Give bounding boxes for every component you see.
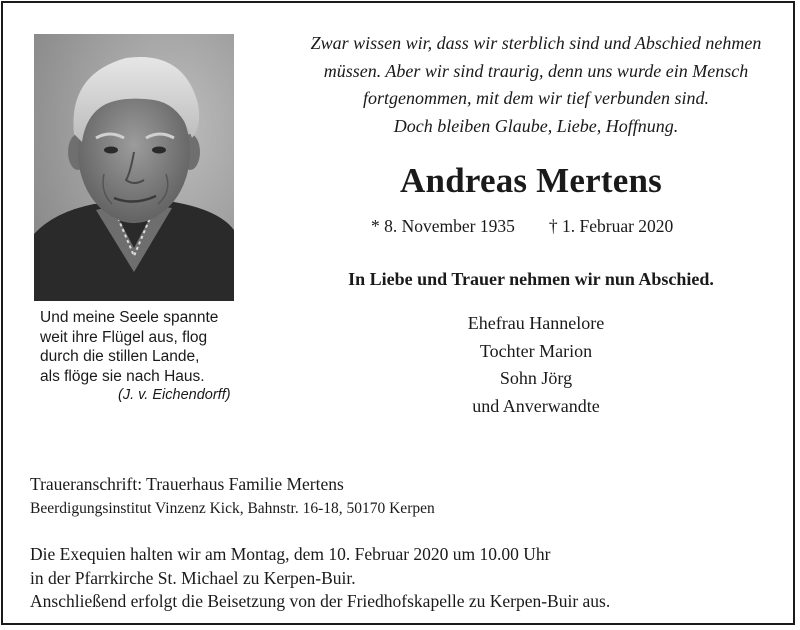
verse-quote [271, 30, 800, 140]
poem-line: weit ihre Flügel aus, flog [40, 328, 208, 346]
verse-line: Zwar wissen wir, dass wir sterblich sind und Abschied nehmen [310, 33, 762, 53]
obituary-notice [1, 1, 795, 625]
service-line: Die Exequien halten wir am Montag, dem 10. Februar 2020 um 10.00 Uhr [30, 544, 551, 564]
verse-line: fortgenommen, mit dem wir tief verbunden sind. [363, 88, 709, 108]
mourner: Tochter Marion [479, 340, 593, 361]
death-date: † 1. Februar 2020 [548, 216, 674, 236]
mourner: Sohn Jörg [499, 368, 573, 388]
farewell-heading: In Liebe und Trauer nehmen wir nun Abschied. [348, 269, 714, 289]
verse-line: müssen. Aber wir sind traurig, denn uns wurde ein Mensch [323, 60, 749, 81]
service-line: in der Pfarrkirche St. Michael zu Kerpen-Buir. [30, 567, 356, 588]
service-details [30, 543, 610, 614]
poem-author: (J. v. Eichendorff) [118, 387, 231, 403]
verse-line: Doch bleiben Glaube, Liebe, Hoffnung. [393, 115, 679, 136]
portrait-photo [34, 34, 234, 301]
life-dates [371, 216, 673, 237]
mourning-address: Traueranschrift: Trauerhaus Familie Mertens [30, 474, 344, 494]
mourner: Ehefrau Hannelore [467, 313, 605, 333]
poem-line: als flöge sie nach Haus. [40, 367, 205, 385]
birth-date: * 8. November 1935 [371, 216, 515, 236]
funeral-home: Beerdigungsinstitut Vinzenz Kick, Bahnstr. 16-18, 50170 Kerpen [30, 500, 435, 517]
poem-line: Und meine Seele spannte [40, 309, 219, 326]
mourner: und Anverwandte [472, 395, 600, 416]
service-line: Anschließend erfolgt die Beisetzung von der Friedhofskapelle zu Kerpen-Buir aus. [30, 591, 611, 611]
poem-quote [40, 308, 260, 406]
poem-line: durch die stillen Lande, [40, 348, 200, 365]
mourners-list [391, 310, 681, 420]
deceased-name: Andreas Mertens [400, 161, 662, 200]
